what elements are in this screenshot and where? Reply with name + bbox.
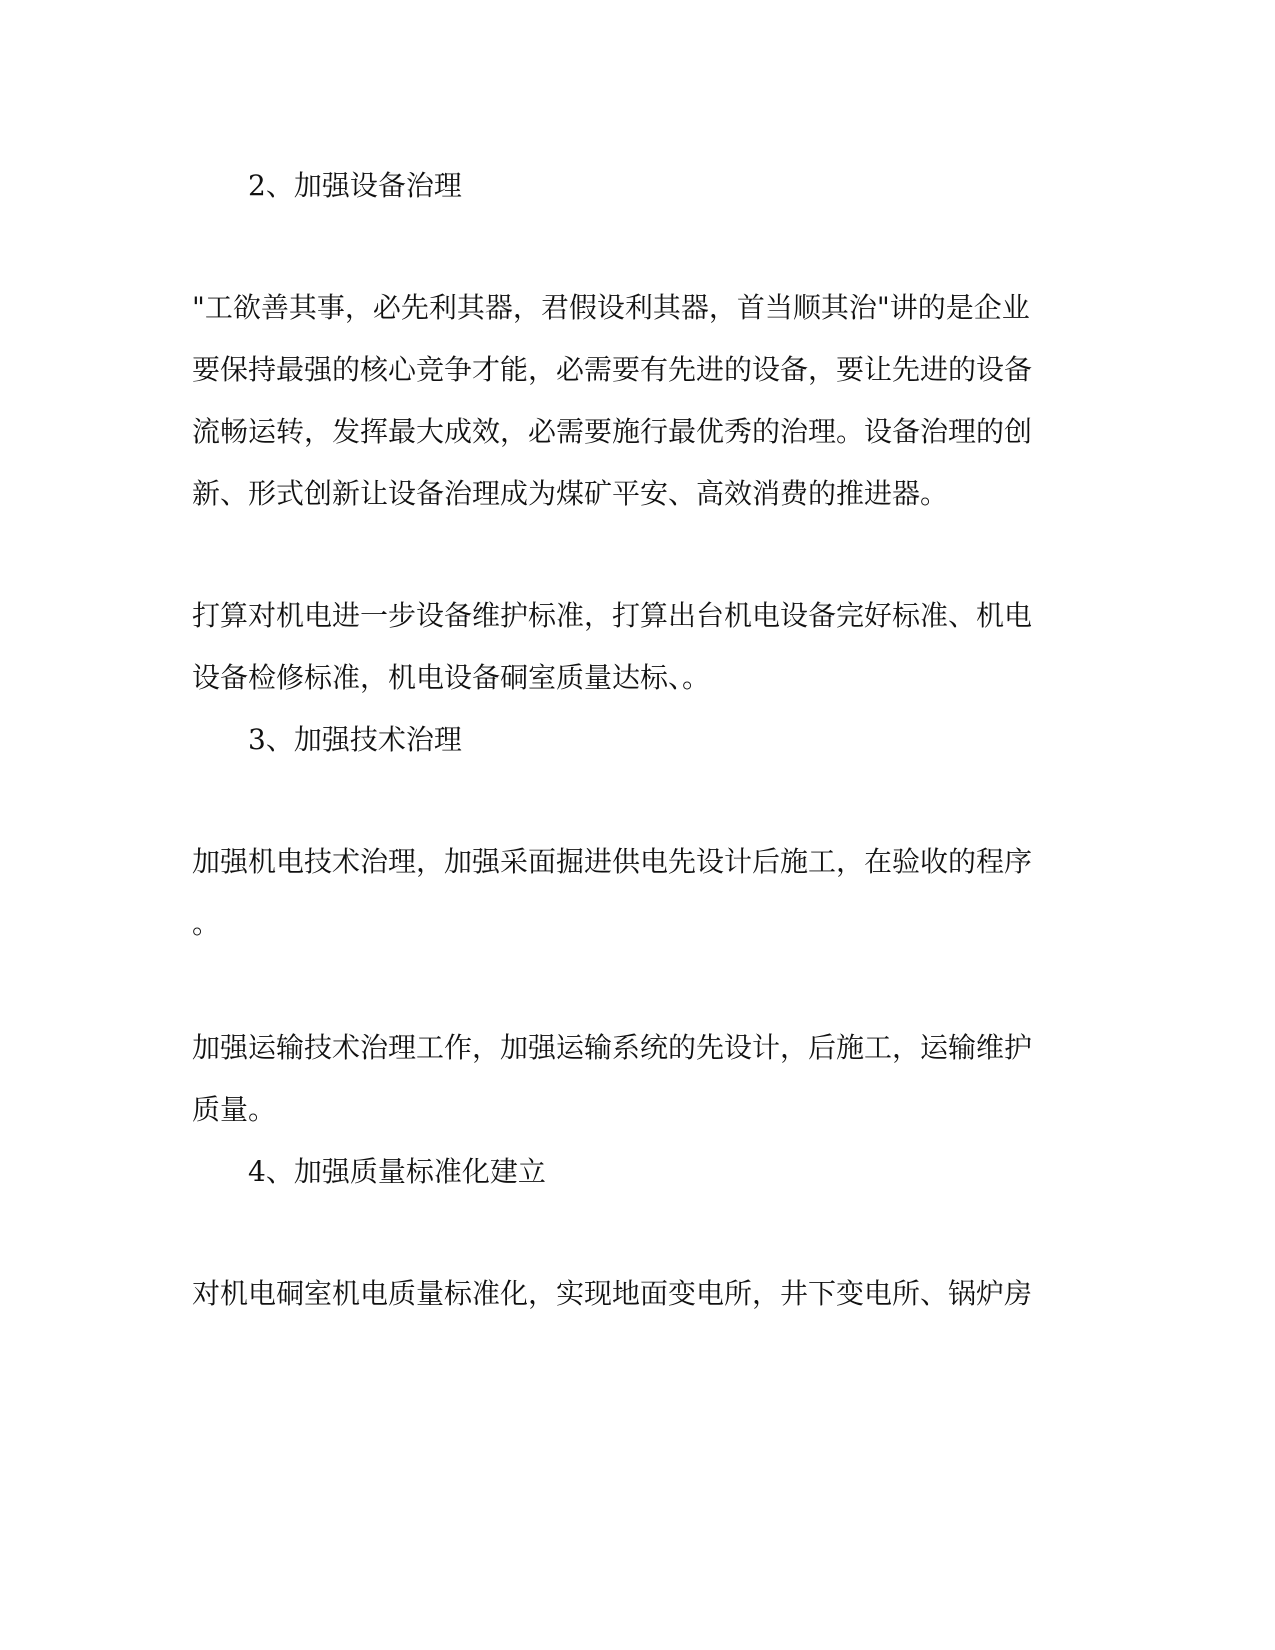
- section-2-heading: 2、加强设备治理: [248, 169, 462, 202]
- paragraph-line: 加强运输技术治理工作，加强运输系统的先设计，后施工，运输维护: [192, 1031, 1033, 1064]
- paragraph-line: "工欲善其事，必先利其器，君假设利其器，首当顺其治"讲的是企业: [192, 291, 1030, 324]
- paragraph-line: 加强机电技术治理，加强采面掘进供电先设计后施工，在验收的程序: [192, 845, 1033, 878]
- section-4-heading: 4、加强质量标准化建立: [248, 1155, 546, 1188]
- paragraph-line: 新、形式创新让设备治理成为煤矿平安、高效消费的推进器。: [192, 477, 949, 510]
- section-3-heading: 3、加强技术治理: [248, 723, 462, 756]
- paragraph-line: 对机电硐室机电质量标准化，实现地面变电所，井下变电所、锅炉房: [192, 1277, 1033, 1310]
- paragraph-line: 打算对机电进一步设备维护标准，打算出台机电设备完好标准、机电: [192, 599, 1033, 632]
- paragraph-line: 质量。: [192, 1093, 277, 1126]
- paragraph-line: 流畅运转，发挥最大成效，必需要施行最优秀的治理。设备治理的创: [192, 415, 1033, 448]
- paragraph-line: 要保持最强的核心竞争才能，必需要有先进的设备，要让先进的设备: [192, 353, 1033, 386]
- paragraph-line: 。: [192, 907, 221, 940]
- paragraph-line: 设备检修标准，机电设备硐室质量达标、。: [192, 661, 711, 694]
